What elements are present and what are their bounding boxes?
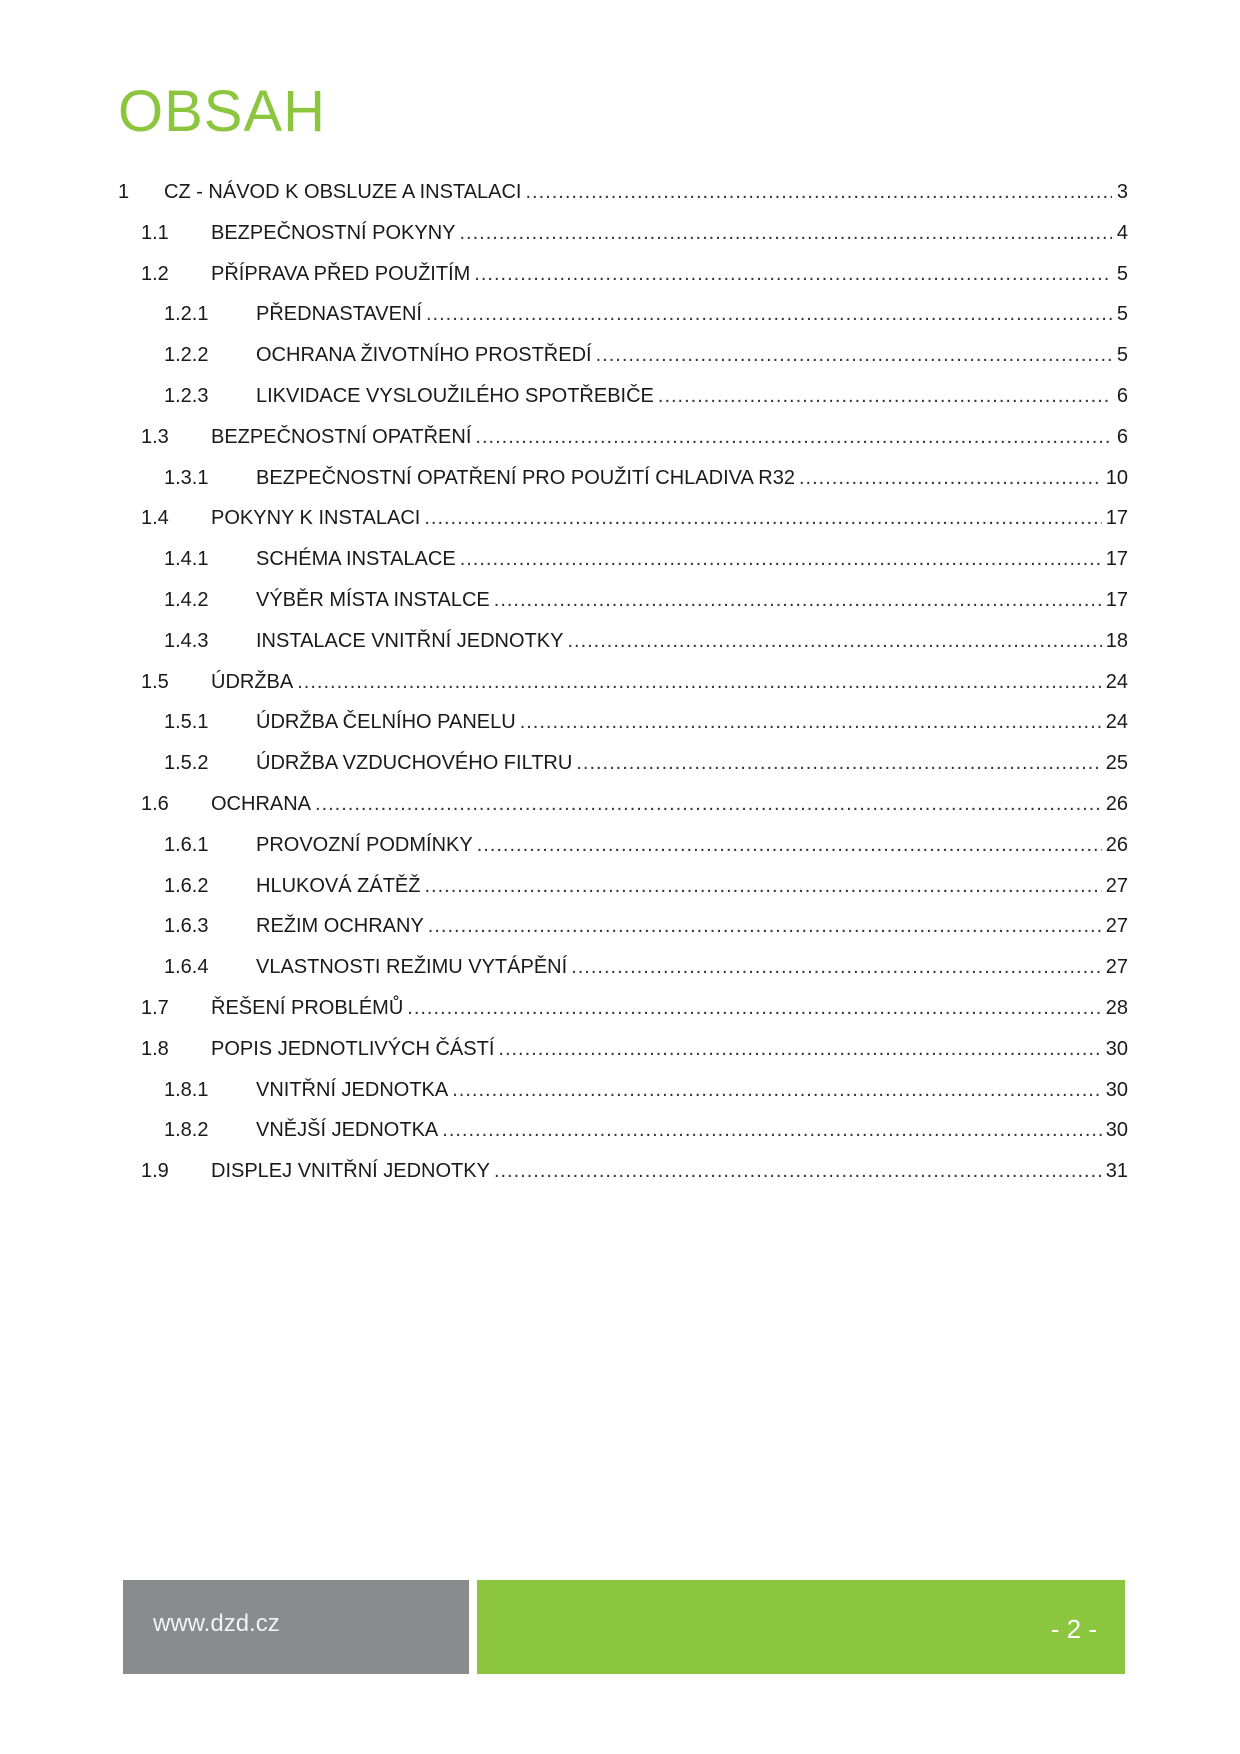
toc-entry-page: 5 [1116, 303, 1128, 326]
toc-entry-page: 31 [1105, 1160, 1128, 1183]
toc-entry-page: 26 [1105, 792, 1128, 815]
toc-entry-page: 6 [1116, 384, 1128, 407]
toc-entry-number: 1.6.1 [164, 833, 209, 856]
toc-dot-leader [526, 172, 1113, 213]
toc-dot-leader [520, 702, 1102, 743]
toc-entry[interactable] [118, 866, 1128, 907]
toc-entry-page: 24 [1105, 670, 1128, 693]
toc-entry-page: 30 [1105, 1037, 1128, 1060]
table-of-contents [118, 172, 1128, 1192]
toc-entry-label: HLUKOVÁ ZÁTĚŽ [256, 874, 421, 897]
toc-entry-label: OCHRANA [211, 792, 312, 815]
toc-entry-number: 1.1 [141, 221, 169, 244]
toc-dot-leader [494, 1151, 1102, 1192]
toc-entry[interactable] [118, 1110, 1128, 1151]
footer-page-bar [477, 1580, 1125, 1674]
toc-entry-label: BEZPEČNOSTNÍ OPATŘENÍ PRO POUŽITÍ CHLADIVA R32 [256, 466, 795, 489]
toc-entry-label: VÝBĚR MÍSTA INSTALCE [256, 588, 490, 611]
toc-entry-number: 1.5 [141, 670, 169, 693]
toc-entry-label: ÚDRŽBA ČELNÍHO PANELU [256, 711, 516, 734]
toc-entry-page: 27 [1105, 874, 1128, 897]
toc-entry-label: PROVOZNÍ PODMÍNKY [256, 833, 473, 856]
toc-entry[interactable] [118, 254, 1128, 295]
toc-entry-label: INSTALACE VNITŘNÍ JEDNOTKY [256, 629, 564, 652]
toc-entry-label: ÚDRŽBA VZDUCHOVÉHO FILTRU [256, 752, 573, 775]
toc-entry-page: 5 [1116, 262, 1128, 285]
toc-entry-page: 10 [1105, 466, 1128, 489]
toc-dot-leader [799, 458, 1102, 499]
toc-entry-number: 1.8.1 [164, 1078, 209, 1101]
toc-entry-label: POPIS JEDNOTLIVÝCH ČÁSTÍ [211, 1037, 495, 1060]
toc-entry[interactable] [118, 947, 1128, 988]
toc-entry-label: ŘEŠENÍ PROBLÉMŮ [211, 996, 404, 1019]
toc-entry-page: 17 [1105, 507, 1128, 530]
toc-entry-label: POKYNY K INSTALACI [211, 507, 421, 530]
footer-url-bar [123, 1580, 469, 1674]
toc-dot-leader [474, 254, 1112, 295]
toc-entry-number: 1.6.2 [164, 874, 209, 897]
toc-entry-number: 1.7 [141, 996, 169, 1019]
toc-dot-leader [658, 376, 1112, 417]
toc-dot-leader [596, 335, 1112, 376]
toc-entry-number: 1.6.3 [164, 915, 209, 938]
toc-entry-number: 1.4.3 [164, 629, 209, 652]
toc-entry-number: 1.8.2 [164, 1119, 209, 1142]
toc-dot-leader [407, 988, 1101, 1029]
toc-entry-number: 1.5.1 [164, 711, 209, 734]
toc-entry-number: 1.4.1 [164, 548, 209, 571]
toc-dot-leader [494, 580, 1102, 621]
toc-entry-page: 30 [1105, 1078, 1128, 1101]
toc-entry[interactable] [118, 294, 1128, 335]
toc-dot-leader [567, 621, 1101, 662]
toc-entry-label: BEZPEČNOSTNÍ POKYNY [211, 221, 456, 244]
toc-dot-leader [475, 417, 1112, 458]
toc-dot-leader [424, 866, 1101, 907]
toc-entry[interactable] [118, 498, 1128, 539]
toc-entry-page: 5 [1116, 344, 1128, 367]
toc-entry[interactable] [118, 1029, 1128, 1070]
toc-entry[interactable] [118, 906, 1128, 947]
toc-entry-number: 1 [118, 181, 130, 203]
toc-entry-number: 1.4 [141, 507, 169, 530]
toc-entry-number: 1.2.2 [164, 344, 209, 367]
toc-entry-page: 24 [1105, 711, 1128, 734]
toc-entry-page: 27 [1105, 956, 1128, 979]
toc-dot-leader [498, 1029, 1101, 1070]
toc-entry-page: 28 [1105, 996, 1128, 1019]
toc-entry[interactable] [118, 458, 1128, 499]
toc-entry-number: 1.5.2 [164, 752, 209, 775]
toc-dot-leader [426, 294, 1112, 335]
toc-entry-number: 1.9 [141, 1160, 169, 1183]
toc-entry-label: SCHÉMA INSTALACE [256, 548, 456, 571]
toc-entry-label: DISPLEJ VNITŘNÍ JEDNOTKY [211, 1160, 490, 1183]
toc-entry-number: 1.2.1 [164, 303, 209, 326]
toc-entry-label: BEZPEČNOSTNÍ OPATŘENÍ [211, 425, 472, 448]
toc-entry-page: 17 [1105, 548, 1128, 571]
toc-entry-page: 6 [1116, 425, 1128, 448]
toc-dot-leader [442, 1110, 1101, 1151]
toc-entry-page: 3 [1116, 181, 1128, 203]
toc-entry[interactable] [118, 172, 1128, 213]
toc-entry[interactable] [118, 1151, 1128, 1192]
toc-entry-number: 1.3.1 [164, 466, 209, 489]
toc-entry-label: VNITŘNÍ JEDNOTKA [256, 1078, 449, 1101]
toc-entry[interactable] [118, 1070, 1128, 1111]
toc-dot-leader [460, 539, 1102, 580]
toc-entry[interactable] [118, 539, 1128, 580]
toc-entry-label: REŽIM OCHRANY [256, 915, 424, 938]
toc-entry[interactable] [118, 580, 1128, 621]
footer-url[interactable]: www.dzd.cz [153, 1610, 280, 1637]
toc-entry[interactable] [118, 702, 1128, 743]
toc-entry-number: 1.6 [141, 792, 169, 815]
toc-entry[interactable] [118, 376, 1128, 417]
toc-entry-label: VLASTNOSTI REŽIMU VYTÁPĚNÍ [256, 956, 568, 979]
toc-dot-leader [315, 784, 1102, 825]
page-title: OBSAH [118, 79, 327, 144]
toc-dot-leader [477, 825, 1102, 866]
toc-dot-leader [424, 498, 1101, 539]
toc-entry[interactable] [118, 784, 1128, 825]
toc-entry-page: 4 [1116, 221, 1128, 244]
toc-entry-number: 1.2 [141, 262, 169, 285]
toc-dot-leader [297, 662, 1102, 703]
toc-entry-number: 1.6.4 [164, 956, 209, 979]
toc-dot-leader [428, 906, 1102, 947]
toc-entry-label: VNĚJŠÍ JEDNOTKA [256, 1119, 439, 1142]
toc-entry[interactable] [118, 213, 1128, 254]
toc-entry-label: ÚDRŽBA [211, 670, 294, 693]
toc-entry[interactable] [118, 988, 1128, 1029]
toc-entry-label: OCHRANA ŽIVOTNÍHO PROSTŘEDÍ [256, 344, 592, 367]
toc-entry-number: 1.3 [141, 425, 169, 448]
toc-entry-label: PŘEDNASTAVENÍ [256, 303, 422, 326]
toc-entry-number: 1.2.3 [164, 384, 209, 407]
toc-entry-label: LIKVIDACE VYSLOUŽILÉHO SPOTŘEBIČE [256, 384, 654, 407]
toc-entry-page: 25 [1105, 752, 1128, 775]
toc-entry[interactable] [118, 662, 1128, 703]
toc-entry[interactable] [118, 743, 1128, 784]
toc-entry[interactable] [118, 335, 1128, 376]
toc-entry[interactable] [118, 621, 1128, 662]
page-number: - 2 - [1050, 1614, 1097, 1644]
toc-dot-leader [460, 213, 1113, 254]
toc-dot-leader [576, 743, 1101, 784]
toc-entry-label: PŘÍPRAVA PŘED POUŽITÍM [211, 262, 471, 285]
toc-dot-leader [571, 947, 1102, 988]
toc-entry-label: CZ - NÁVOD K OBSLUZE A INSTALACI [164, 181, 522, 203]
toc-entry[interactable] [118, 825, 1128, 866]
toc-entry-page: 27 [1105, 915, 1128, 938]
toc-entry-page: 18 [1105, 629, 1128, 652]
toc-entry-number: 1.8 [141, 1037, 169, 1060]
toc-entry-page: 17 [1105, 588, 1128, 611]
toc-entry[interactable] [118, 417, 1128, 458]
toc-entry-number: 1.4.2 [164, 588, 209, 611]
toc-entry-page: 30 [1105, 1119, 1128, 1142]
toc-dot-leader [452, 1070, 1102, 1111]
toc-entry-page: 26 [1105, 833, 1128, 856]
